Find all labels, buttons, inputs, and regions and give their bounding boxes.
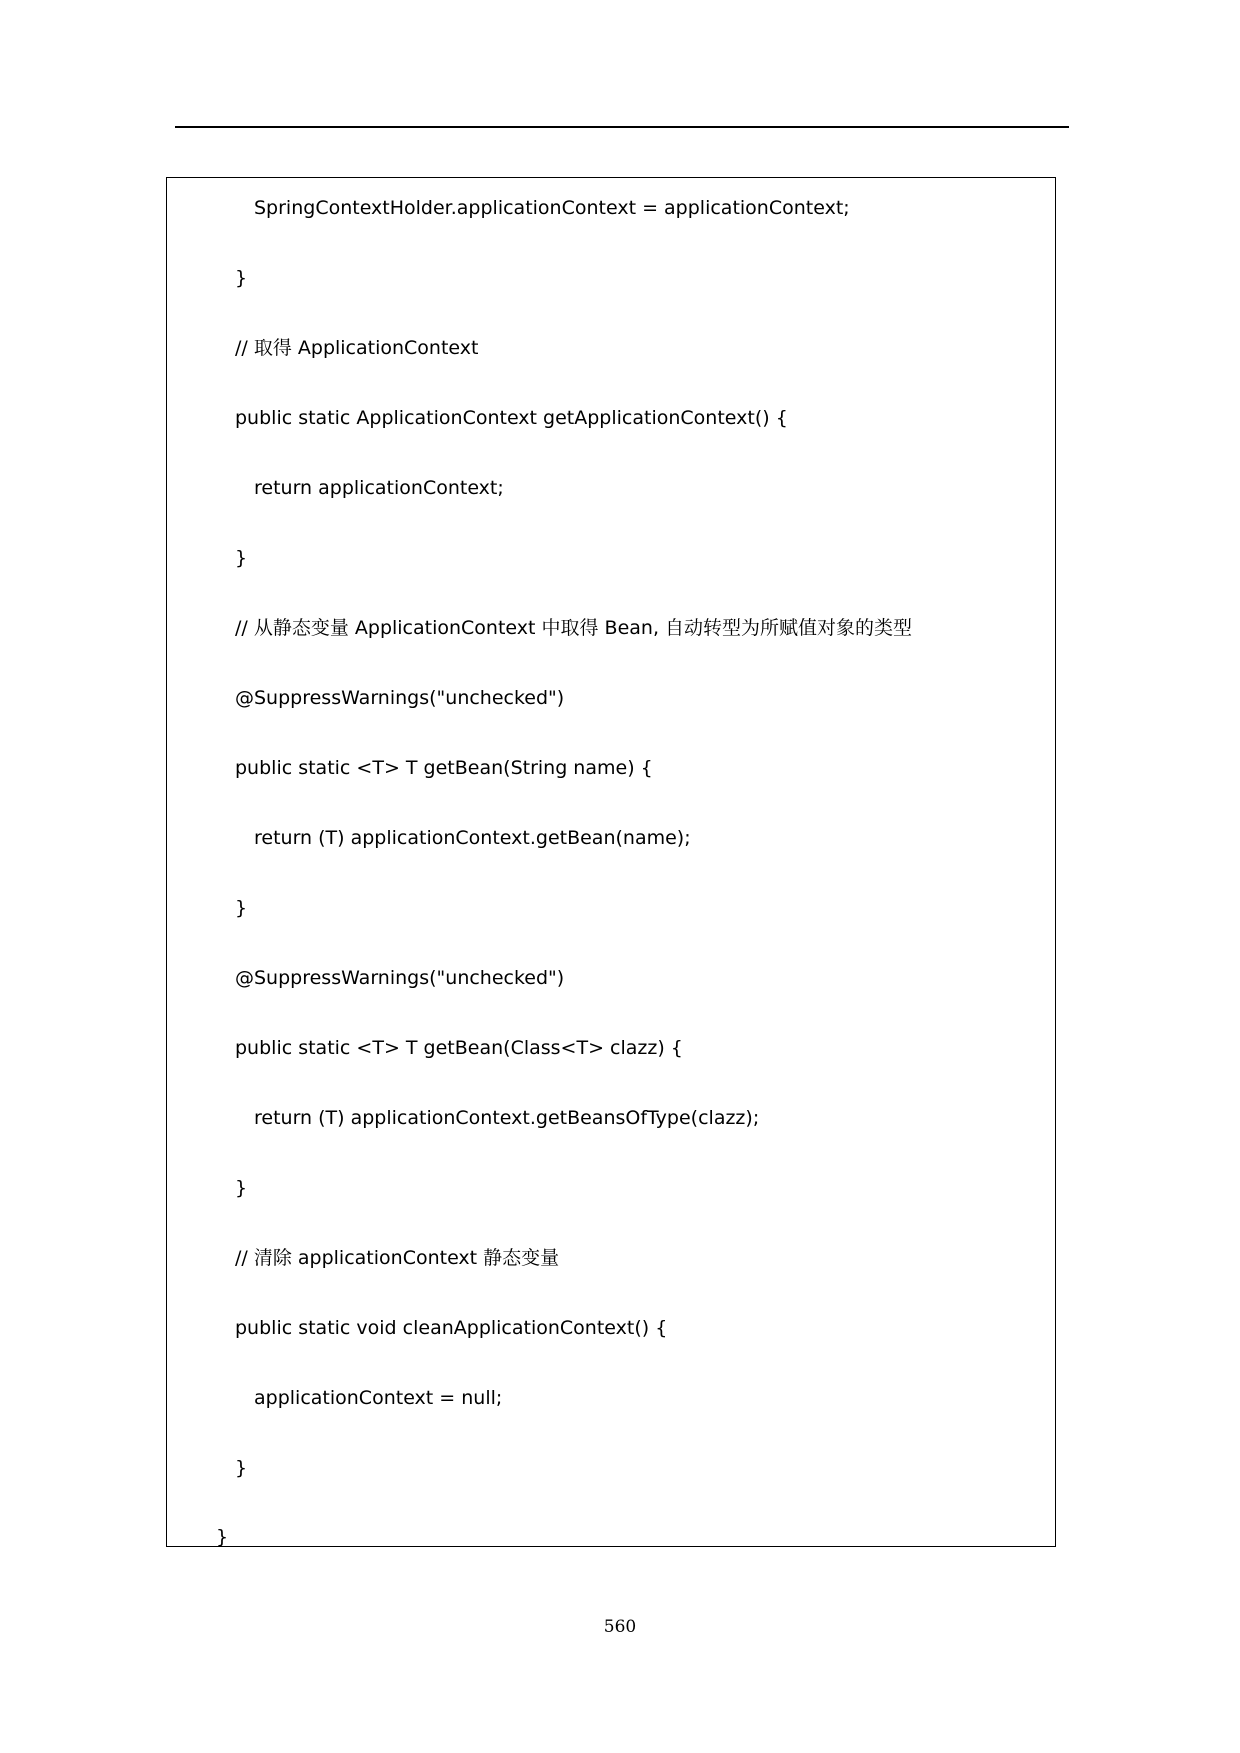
code-block [166,177,1056,1547]
code-line: public static <T> T getBean(String name) { [235,757,653,779]
code-line: } [235,1177,248,1199]
code-line: } [235,1457,248,1479]
header-rule [175,126,1069,128]
code-comment: // 从静态变量 ApplicationContext 中取得 Bean, 自动转型为所赋值对象的类型 [235,617,913,639]
code-comment: // 取得 ApplicationContext [235,337,479,359]
code-line: @SuppressWarnings("unchecked") [235,967,565,989]
code-line: public static ApplicationContext getApplicationContext() { [235,407,788,429]
page-number: 560 [603,1617,637,1637]
code-line: return (T) applicationContext.getBeansOfType(clazz); [254,1107,760,1129]
code-line: @SuppressWarnings("unchecked") [235,687,565,709]
code-line: public static <T> T getBean(Class<T> clazz) { [235,1037,683,1059]
code-line: return applicationContext; [254,477,504,499]
code-line: } [235,267,248,289]
code-line: } [235,897,248,919]
code-line: public static void cleanApplicationContext() { [235,1317,668,1339]
code-line: } [235,547,248,569]
code-comment: // 清除 applicationContext 静态变量 [235,1247,560,1269]
code-line: SpringContextHolder.applicationContext = applicationContext; [254,197,850,219]
code-line: applicationContext = null; [254,1387,503,1409]
code-line: return (T) applicationContext.getBean(name); [254,827,691,849]
code-line: } [216,1526,229,1548]
